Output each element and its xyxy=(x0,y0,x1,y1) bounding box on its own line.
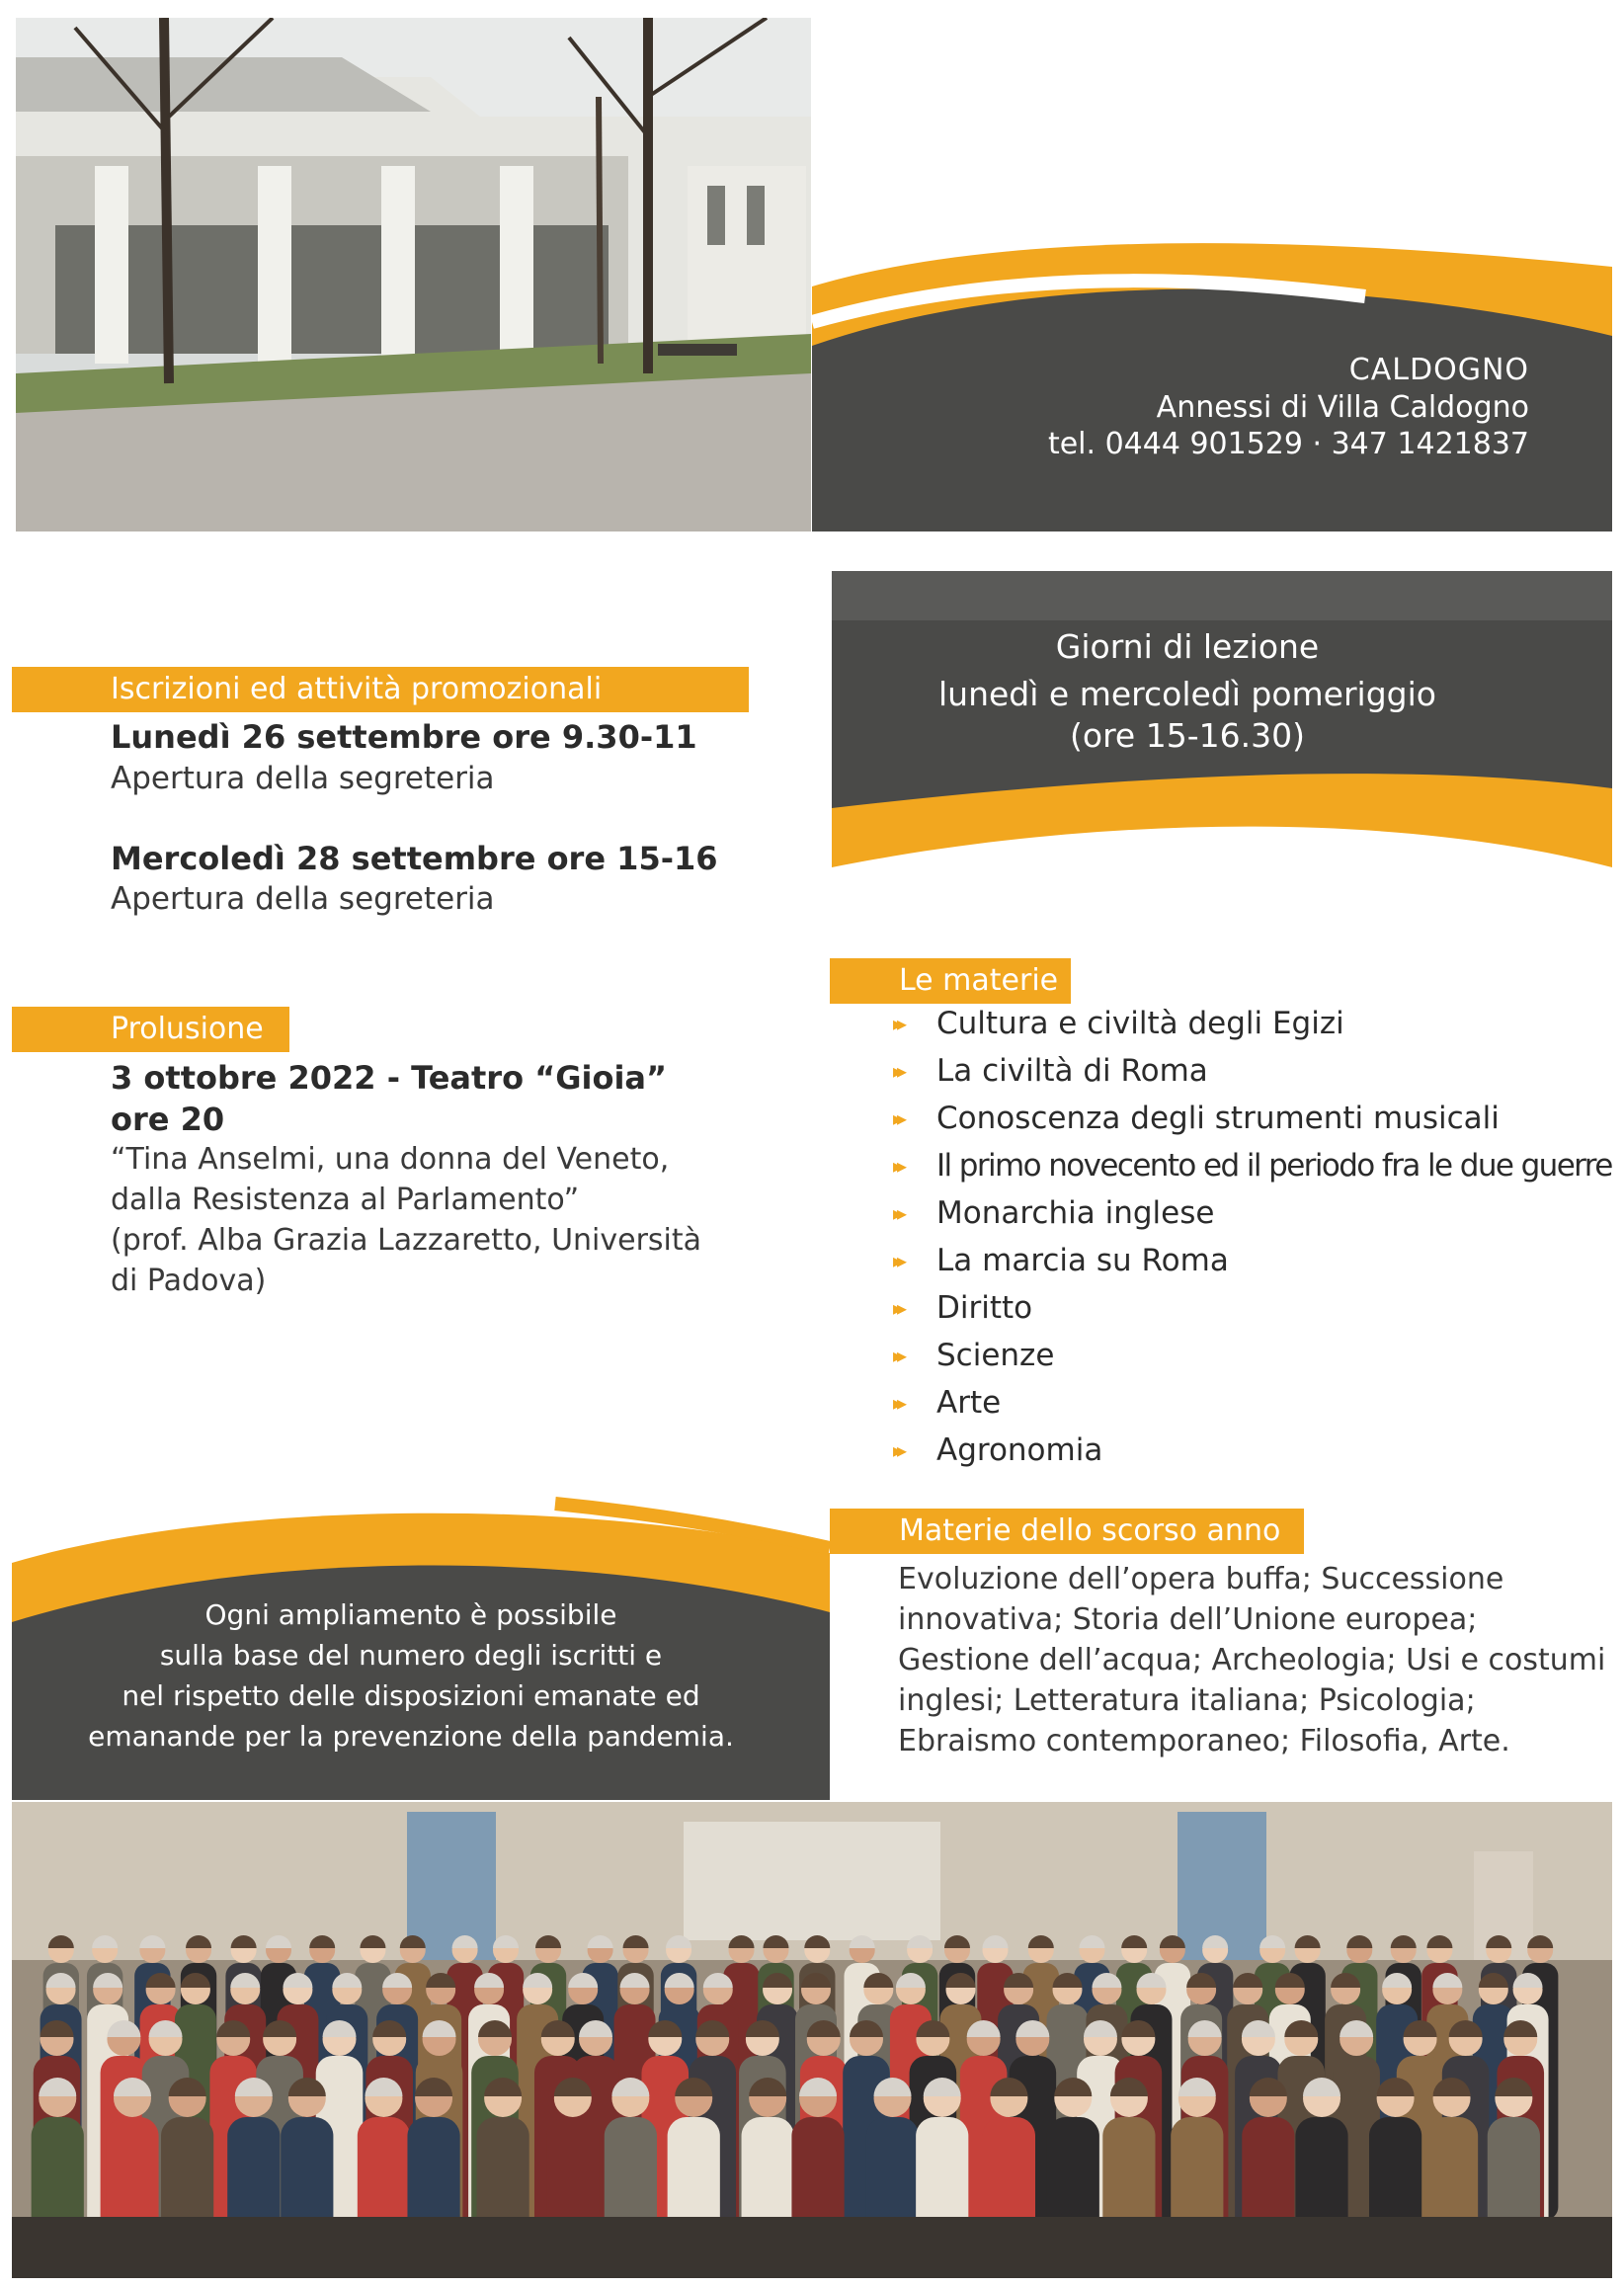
list-item: ▸▸ La civiltà di Roma xyxy=(893,1053,1208,1089)
notice-line-1: Ogni ampliamento è possibile xyxy=(204,1598,617,1631)
list-item: ▸▸ Cultura e civiltà degli Egizi xyxy=(893,1006,1344,1041)
double-chevron-icon: ▸▸ xyxy=(893,1106,902,1130)
group-photo xyxy=(12,1802,1612,2278)
prolusione-line-1: “Tina Anselmi, una donna del Veneto, xyxy=(111,1142,670,1177)
list-item: ▸▸ Monarchia inglese xyxy=(893,1195,1215,1231)
double-chevron-icon: ▸▸ xyxy=(893,1201,902,1225)
subjects-list xyxy=(893,1000,1612,1474)
past-subjects-line-1: Evoluzione dell’opera buffa; Successione xyxy=(898,1562,1504,1596)
prolusione-line-3: (prof. Alba Grazia Lazzaretto, Università xyxy=(111,1223,702,1258)
registration-heading: Iscrizioni ed attività promozionali xyxy=(12,667,749,712)
lessons-title: Giorni di lezione xyxy=(1055,627,1320,666)
lessons-hours: (ore 15-16.30) xyxy=(1070,716,1305,755)
past-subjects-line-5: Ebraismo contemporaneo; Filosofia, Arte. xyxy=(898,1724,1510,1758)
registration-desc-1: Apertura della segreteria xyxy=(111,761,495,796)
notice-line-2: sulla base del numero degli iscritti e xyxy=(159,1639,663,1672)
list-item: ▸▸ Scienze xyxy=(893,1338,1055,1373)
double-chevron-icon: ▸▸ xyxy=(893,1344,902,1367)
list-item: ▸▸ Conoscenza degli strumenti musicali xyxy=(893,1101,1500,1136)
double-chevron-icon: ▸▸ xyxy=(893,1391,902,1415)
list-item: ▸▸ Il primo novecento ed il periodo fra le due guerre xyxy=(893,1148,1612,1184)
double-chevron-icon: ▸▸ xyxy=(893,1249,902,1272)
past-subjects-line-4: inglesi; Letteratura italiana; Psicologia; xyxy=(898,1683,1476,1718)
double-chevron-icon: ▸▸ xyxy=(893,1438,902,1462)
location-town: CALDOGNO xyxy=(1348,353,1529,387)
location-venue: Annessi di Villa Caldogno xyxy=(1156,390,1529,425)
list-item: ▸▸ Diritto xyxy=(893,1290,1033,1326)
past-subjects-line-3: Gestione dell’acqua; Archeologia; Usi e costumi xyxy=(898,1643,1606,1677)
past-subjects-line-2: innovativa; Storia dell’Unione europea; xyxy=(898,1602,1478,1637)
list-item: ▸▸ La marcia su Roma xyxy=(893,1243,1229,1278)
lessons-days: lunedì e mercoledì pomeriggio xyxy=(938,675,1436,713)
registration-desc-2: Apertura della segreteria xyxy=(111,881,495,917)
double-chevron-icon: ▸▸ xyxy=(893,1059,902,1083)
registration-date-2: Mercoledì 28 settembre ore 15-16 xyxy=(111,840,718,877)
location-phone: tel. 0444 901529 · 347 1421837 xyxy=(1047,427,1529,461)
list-item: ▸▸ Agronomia xyxy=(893,1432,1103,1468)
subjects-heading: Le materie xyxy=(830,958,1071,1004)
prolusione-time: ore 20 xyxy=(111,1101,225,1138)
villa-caldogno-photo xyxy=(16,18,811,531)
double-chevron-icon: ▸▸ xyxy=(893,1154,902,1178)
notice-line-4: emanande per la prevenzione della pandemia. xyxy=(88,1720,734,1753)
prolusione-line-2: dalla Resistenza al Parlamento” xyxy=(111,1183,580,1217)
prolusione-line-4: di Padova) xyxy=(111,1264,267,1298)
registration-date-1: Lunedì 26 settembre ore 9.30-11 xyxy=(111,718,697,756)
list-item: ▸▸ Arte xyxy=(893,1385,1002,1421)
double-chevron-icon: ▸▸ xyxy=(893,1012,902,1035)
prolusione-date: 3 ottobre 2022 - Teatro “Gioia” xyxy=(111,1059,668,1097)
notice-line-3: nel rispetto delle disposizioni emanate ed xyxy=(122,1679,700,1712)
prolusione-heading: Prolusione xyxy=(12,1007,289,1052)
double-chevron-icon: ▸▸ xyxy=(893,1296,902,1320)
past-subjects-heading: Materie dello scorso anno xyxy=(830,1509,1304,1554)
